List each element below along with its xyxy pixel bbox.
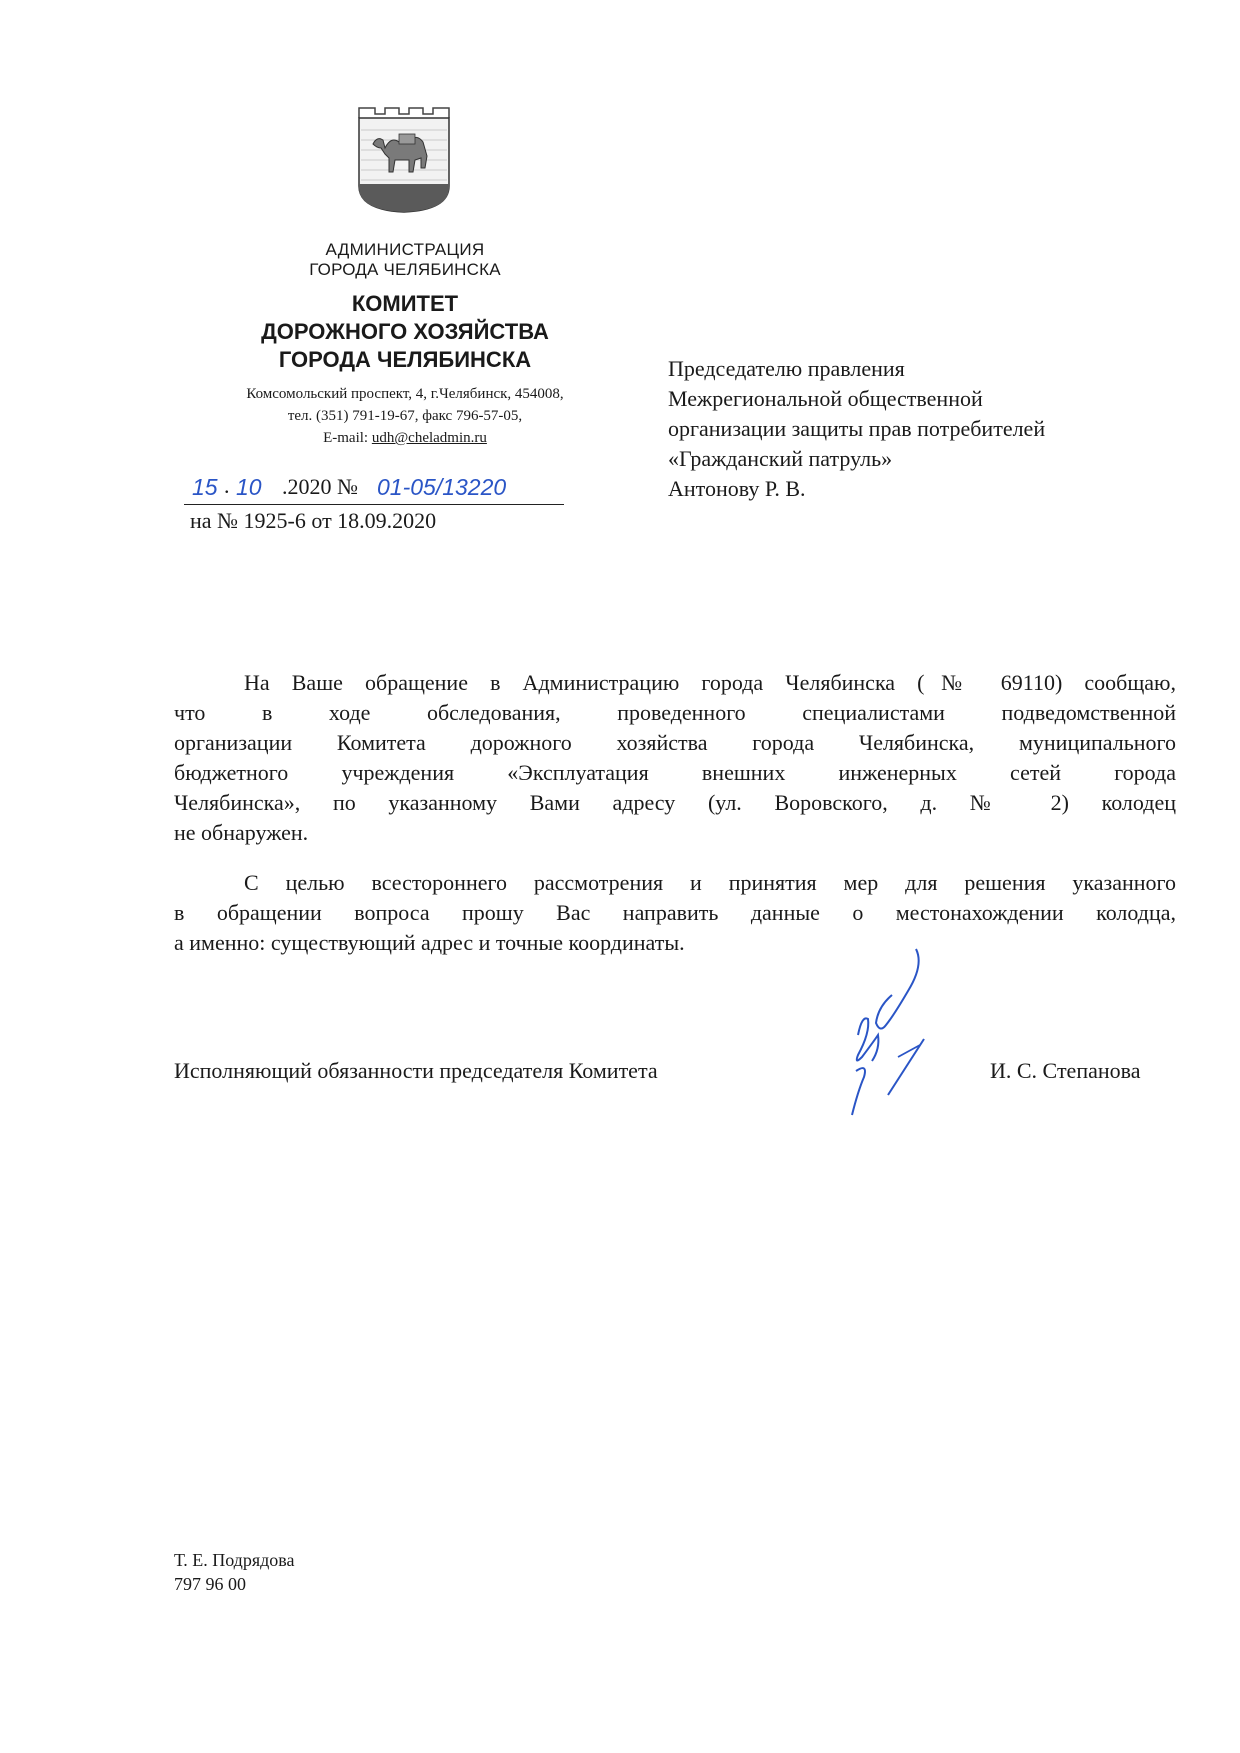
body-p1-line1: На Ваше обращение в Администрацию города Челябинска (№ 69110) сообщаю, <box>244 670 1176 695</box>
recipient-line1: Председателю правления <box>668 356 905 381</box>
handwritten-signature-icon <box>828 945 958 1125</box>
administration-title-line2: ГОРОДА ЧЕЛЯБИНСКА <box>309 260 501 279</box>
committee-title-line2: ДОРОЖНОГО ХОЗЯЙСТВА <box>261 319 549 344</box>
body-p1-line5: Челябинска», по указанному Вами адресу (ул. Воровского, д. № 2) колодец <box>174 790 1176 815</box>
body-p1-line2: что в ходе обследования, проведенного специалистами подведомственной <box>174 700 1176 725</box>
date-year: .2020 № <box>282 474 358 499</box>
handwritten-day: 15 <box>192 474 218 500</box>
email-label: E-mail: <box>323 430 372 446</box>
handwritten-month: 10 <box>236 474 262 500</box>
phone-fax-line: тел. (351) 791-19-67, факс 796-57-05, <box>287 408 523 424</box>
address-line: Комсомольский проспект, 4, г.Челябинск, 454008, <box>246 386 564 402</box>
administration-title-line1: АДМИНИСТРАЦИЯ <box>325 240 485 259</box>
recipient-line4: «Гражданский патруль» <box>668 446 893 471</box>
signatory-name: И. С. Степанова <box>990 1058 1141 1083</box>
committee-title-line1: КОМИТЕТ <box>351 291 459 316</box>
coat-of-arms-icon <box>355 106 453 214</box>
executor-phone: 797 96 00 <box>174 1574 246 1594</box>
body-p2-line2: в обращении вопроса прошу Вас направить данные о местонахождении колодца, <box>174 900 1176 925</box>
body-p2-line3: а именно: существующий адрес и точные координаты. <box>174 930 685 955</box>
committee-title-line3: ГОРОДА ЧЕЛЯБИНСКА <box>278 347 532 372</box>
body-p1-line3: организации Комитета дорожного хозяйства города Челябинска, муниципального <box>174 730 1176 755</box>
recipient-name: Антонову Р. В. <box>668 476 806 501</box>
handwritten-reg-number: 01-05/13220 <box>377 474 507 500</box>
reference-line: на № 1925-6 от 18.09.2020 <box>190 508 437 533</box>
registration-line <box>184 472 564 505</box>
body-p1-line6: не обнаружен. <box>174 820 309 845</box>
recipient-line2: Межрегиональной общественной <box>668 386 983 411</box>
body-p1-line4: бюджетного учреждения «Эксплуатация внешних инженерных сетей города <box>174 760 1176 785</box>
recipient-line3: организации защиты прав потребителей <box>668 416 1046 441</box>
signatory-title: Исполняющий обязанности председателя Комитета <box>174 1058 658 1083</box>
executor-name: Т. Е. Подрядова <box>174 1550 295 1570</box>
body-p2-line1: С целью всестороннего рассмотрения и принятия мер для решения указанного <box>244 870 1176 895</box>
date-separator: . <box>224 473 230 498</box>
email-link[interactable]: udh@cheladmin.ru <box>371 430 487 446</box>
email-line <box>180 430 630 447</box>
